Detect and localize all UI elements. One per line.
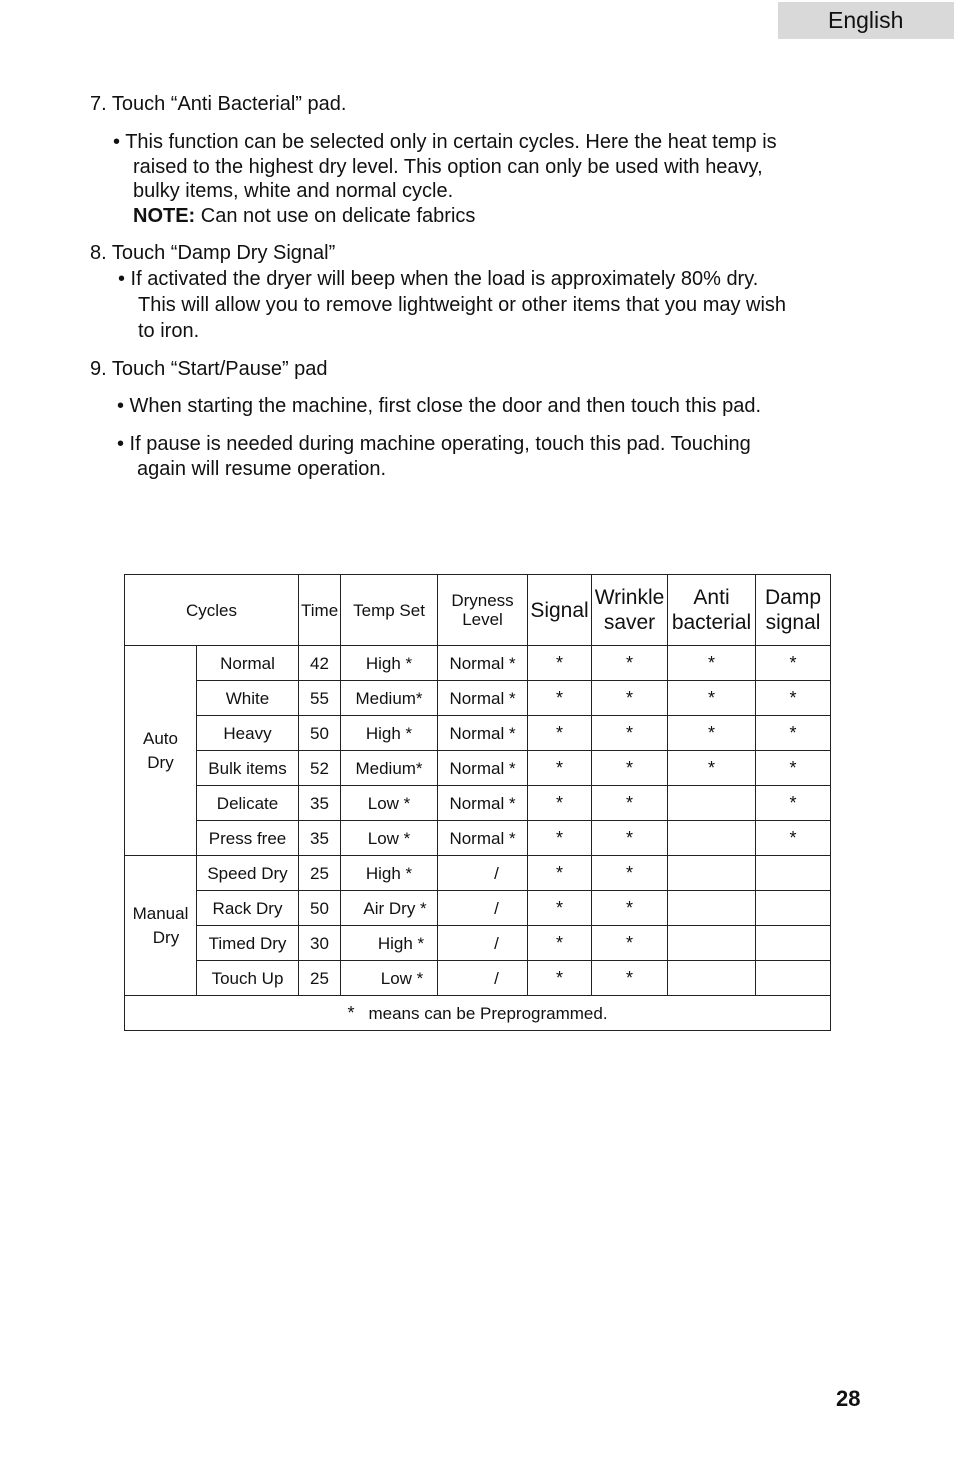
- cycle-temp: Air Dry *: [341, 891, 438, 926]
- group-manual-line-2: Dry: [152, 927, 180, 947]
- cycle-name: Press free: [197, 821, 299, 856]
- cycle-wrinkle: *: [592, 786, 668, 821]
- header-time: Time: [299, 575, 341, 646]
- group-auto-dry: [125, 646, 197, 856]
- step-9-line-3: again will resume operation.: [137, 457, 387, 480]
- step-8-title: 8. Touch “Damp Dry Signal”: [90, 242, 336, 264]
- cycle-signal: *: [528, 646, 592, 681]
- cycle-signal: *: [528, 926, 592, 961]
- table-header-row: [125, 575, 831, 646]
- cycle-name: Delicate: [197, 786, 299, 821]
- step-9-line-1: • When starting the machine, first close the door and then touch this pad.: [117, 395, 762, 417]
- cycle-anti: *: [668, 646, 756, 681]
- cycle-anti: [668, 891, 756, 926]
- step-8-bullet: [118, 266, 858, 344]
- cycle-time: 52: [299, 751, 341, 786]
- cycle-anti: [668, 926, 756, 961]
- step-8-line-3: to iron.: [138, 320, 200, 342]
- note-text: Can not use on delicate fabrics: [195, 204, 476, 227]
- header-dryness-level: [438, 575, 528, 646]
- cycle-dryness: /: [438, 891, 528, 926]
- cycle-name: Bulk items: [197, 751, 299, 786]
- header-signal: Signal: [528, 575, 592, 646]
- step-7-line-2: raised to the highest dry level. This option can only be used with heavy,: [133, 155, 763, 178]
- cycle-time: 35: [299, 786, 341, 821]
- cycle-name: White: [197, 681, 299, 716]
- step-7-note: [113, 204, 853, 229]
- cycle-anti: *: [668, 716, 756, 751]
- cycle-time: 30: [299, 926, 341, 961]
- step-8-line-1: • If activated the dryer will beep when the load is approximately 80% dry.: [118, 268, 759, 290]
- cycle-name: Rack Dry: [197, 891, 299, 926]
- cycle-damp: *: [756, 716, 831, 751]
- cycle-dryness: Normal *: [438, 716, 528, 751]
- step-9-line-2: • If pause is needed during machine operating, touch this pad. Touching: [117, 433, 751, 455]
- cycle-dryness: Normal *: [438, 786, 528, 821]
- cycle-temp: High *: [341, 926, 438, 961]
- table-row: [125, 891, 831, 926]
- cycle-wrinkle: *: [592, 751, 668, 786]
- step-9-bullet-1: [117, 394, 857, 419]
- page-number: 28: [836, 1386, 861, 1411]
- table-footer: [125, 996, 831, 1031]
- header-temp-set: Temp Set: [341, 575, 438, 646]
- table-row: [125, 961, 831, 996]
- cycle-time: 25: [299, 961, 341, 996]
- cycle-dryness: /: [438, 926, 528, 961]
- header-anti-line-2: bacterial: [671, 611, 752, 634]
- cycle-temp: High *: [341, 646, 438, 681]
- cycle-temp: High *: [341, 716, 438, 751]
- step-7-line-1: • This function can be selected only in certain cycles. Here the heat temp is: [113, 131, 777, 153]
- cycle-time: 55: [299, 681, 341, 716]
- cycle-damp: *: [756, 751, 831, 786]
- header-wrinkle-line-1: Wrinkle: [594, 586, 665, 609]
- cycle-signal: *: [528, 961, 592, 996]
- cycle-time: 25: [299, 856, 341, 891]
- cycle-signal: *: [528, 786, 592, 821]
- step-7-bullet: [113, 130, 853, 228]
- cycle-damp: [756, 961, 831, 996]
- header-damp-line-2: signal: [765, 611, 821, 634]
- cycle-signal: *: [528, 891, 592, 926]
- cycle-dryness: Normal *: [438, 821, 528, 856]
- cycle-wrinkle: *: [592, 856, 668, 891]
- footer-star: *: [347, 1002, 355, 1023]
- cycle-signal: *: [528, 751, 592, 786]
- cycle-time: 50: [299, 891, 341, 926]
- header-damp-signal: [756, 575, 831, 646]
- table-row: [125, 856, 831, 891]
- cycle-name: Touch Up: [197, 961, 299, 996]
- cycle-time: 50: [299, 716, 341, 751]
- cycle-temp: Low *: [341, 821, 438, 856]
- cycle-damp: *: [756, 821, 831, 856]
- cycle-anti: [668, 961, 756, 996]
- group-auto-line-1: Auto: [143, 728, 178, 748]
- header-wrinkle-saver: [592, 575, 668, 646]
- cycle-anti: [668, 786, 756, 821]
- cycle-wrinkle: *: [592, 681, 668, 716]
- cycle-name: Heavy: [197, 716, 299, 751]
- cycle-dryness: Normal *: [438, 681, 528, 716]
- cycle-anti: *: [668, 681, 756, 716]
- header-cycles: Cycles: [125, 575, 299, 646]
- header-anti-line-1: Anti: [693, 586, 730, 609]
- language-tab: English: [778, 2, 954, 39]
- table-row: [125, 786, 831, 821]
- group-manual-line-1: Manual: [132, 903, 189, 923]
- cycle-signal: *: [528, 681, 592, 716]
- table-body: [125, 646, 831, 1031]
- table-row: [125, 681, 831, 716]
- header-wrinkle-line-2: saver: [603, 611, 656, 634]
- table-row: [125, 751, 831, 786]
- footer-text: means can be Preprogrammed.: [368, 1003, 608, 1023]
- step-9-bullet-2: [117, 432, 857, 481]
- cycle-time: 42: [299, 646, 341, 681]
- table-row: [125, 926, 831, 961]
- cycle-time: 35: [299, 821, 341, 856]
- cycle-wrinkle: *: [592, 716, 668, 751]
- group-auto-line-2: Dry: [147, 752, 174, 772]
- cycle-temp: High *: [341, 856, 438, 891]
- cycle-dryness: Normal *: [438, 751, 528, 786]
- cycle-name: Timed Dry: [197, 926, 299, 961]
- cycle-damp: [756, 926, 831, 961]
- table-row: [125, 646, 831, 681]
- cycle-temp: Medium*: [341, 751, 438, 786]
- group-manual-dry: [125, 856, 197, 996]
- cycle-name: Speed Dry: [197, 856, 299, 891]
- cycle-wrinkle: *: [592, 961, 668, 996]
- cycle-dryness: /: [438, 961, 528, 996]
- step-8-line-2: This will allow you to remove lightweight or other items that you may wish: [138, 294, 787, 316]
- cycle-anti: [668, 821, 756, 856]
- cycle-damp: [756, 856, 831, 891]
- header-anti-bacterial: [668, 575, 756, 646]
- header-dryness-line-2: Level: [462, 610, 503, 629]
- header-dryness-line-1: Dryness: [451, 591, 514, 610]
- table-row: [125, 716, 831, 751]
- cycle-damp: *: [756, 681, 831, 716]
- cycle-name: Normal: [197, 646, 299, 681]
- cycle-anti: [668, 856, 756, 891]
- cycle-wrinkle: *: [592, 891, 668, 926]
- step-7-title: 7. Touch “Anti Bacterial” pad.: [90, 93, 347, 115]
- cycle-temp: Medium*: [341, 681, 438, 716]
- cycle-signal: *: [528, 856, 592, 891]
- cycle-temp: Low *: [341, 961, 438, 996]
- cycles-table: [124, 574, 831, 1031]
- cycle-wrinkle: *: [592, 646, 668, 681]
- cycle-dryness: Normal *: [438, 646, 528, 681]
- cycle-wrinkle: *: [592, 821, 668, 856]
- note-label: NOTE:: [133, 204, 196, 227]
- cycle-dryness: /: [438, 856, 528, 891]
- step-7-line-3: bulky items, white and normal cycle.: [133, 180, 454, 202]
- cycle-wrinkle: *: [592, 926, 668, 961]
- cycle-damp: *: [756, 786, 831, 821]
- cycle-signal: *: [528, 716, 592, 751]
- header-damp-line-1: Damp: [765, 586, 822, 609]
- table-row: [125, 821, 831, 856]
- cycle-anti: *: [668, 751, 756, 786]
- cycle-damp: [756, 891, 831, 926]
- cycle-damp: *: [756, 646, 831, 681]
- step-9-title: 9. Touch “Start/Pause” pad: [90, 358, 328, 380]
- table-footer-row: [125, 996, 831, 1031]
- cycle-temp: Low *: [341, 786, 438, 821]
- cycle-signal: *: [528, 821, 592, 856]
